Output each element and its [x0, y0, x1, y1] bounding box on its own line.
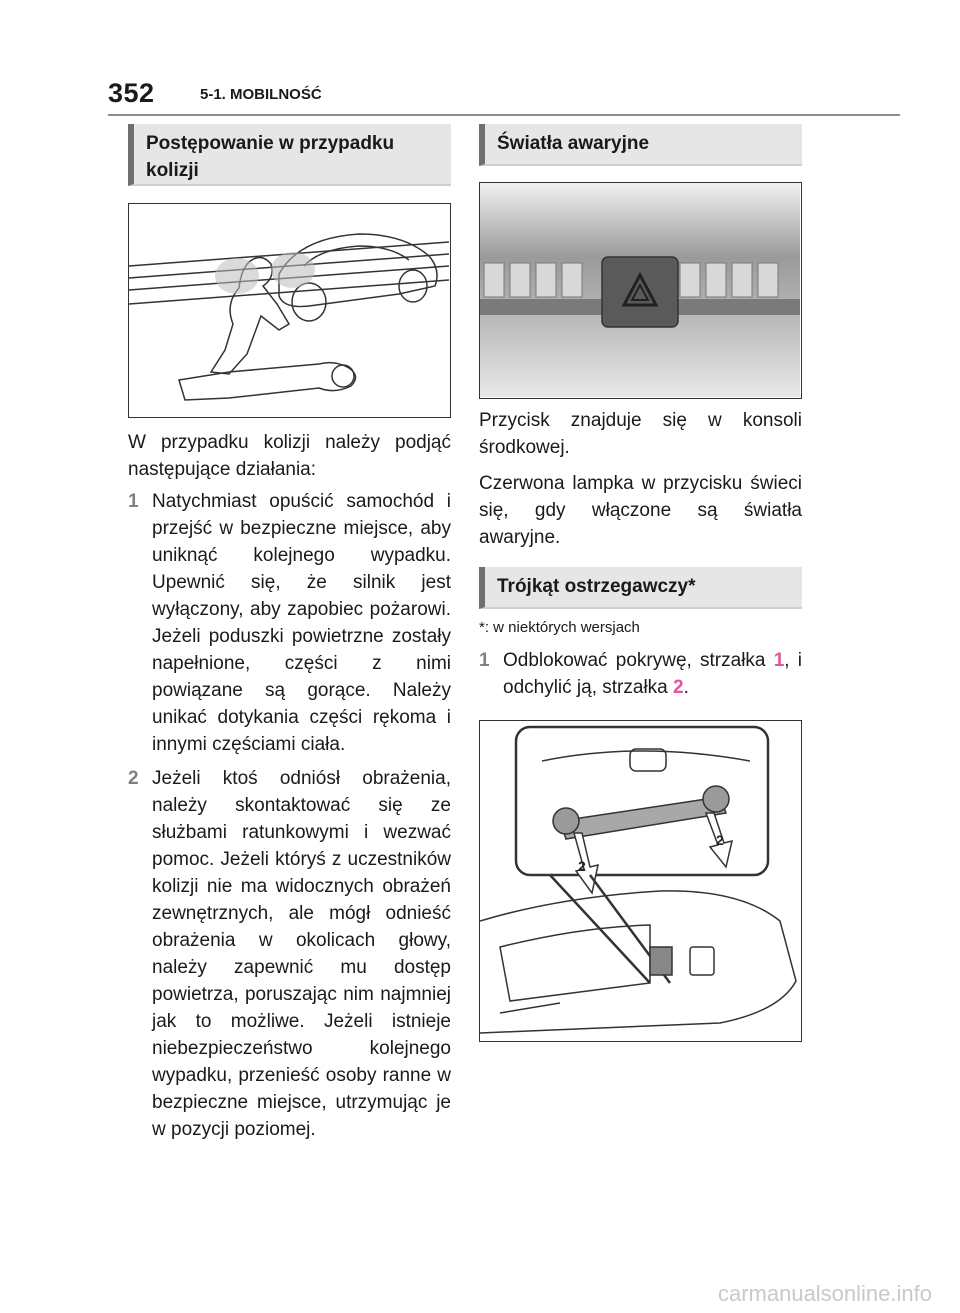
- step-number: 2: [128, 768, 139, 789]
- trunk-label-2-right: 2: [716, 832, 724, 848]
- collision-heading: Postępowanie w przypadku kolizji: [128, 124, 451, 186]
- footnote: *: w niektórych wersjach: [479, 619, 640, 636]
- step-text-b: , i odchylić ją, strzałka: [503, 650, 802, 698]
- hazard-heading: Światła awaryjne: [479, 124, 802, 166]
- collision-step: [128, 488, 451, 758]
- arrow-ref-2: 2: [673, 677, 684, 698]
- collision-steps: [128, 488, 451, 1143]
- section-title: 5-1. MOBILNOŚĆ: [200, 86, 322, 103]
- step-number: 1: [479, 650, 490, 671]
- step-text-c: .: [683, 677, 689, 698]
- step-number: 1: [128, 491, 139, 512]
- trunk-illustration: [479, 720, 802, 1042]
- triangle-heading: Trójkąt ostrzegawczy*: [479, 567, 802, 609]
- victim: [179, 363, 356, 400]
- step-text: Jeżeli ktoś odniósł obrażenia, należy skontaktować się ze służbami ratunkowymi i wezwać pomoc. Jeżeli któryś z uczestników kolizji nie ma widocznych obrażeń zewnętrznych, ale mógł odnieść obrażenia w okolicach głowy, należy zapewnić mu dostęp powietrza, poruszając nim najmniej jak to możliwe. Jeżeli istnieje niebezpieczeństwo kolejnego wypadku, przenieść osoby ranne w bezpieczne miejsce, utrzymując je w pozycji poziomej.: [152, 768, 451, 1140]
- right-column: [479, 124, 802, 1042]
- page-number: 352: [108, 78, 155, 108]
- arrow-ref-1: 1: [773, 650, 785, 671]
- collision-illustration: [128, 203, 451, 418]
- left-column: [128, 124, 451, 1150]
- hazard-button-illustration: [479, 182, 802, 399]
- step-text: Natychmiast opuścić samochód i przejść w bezpieczne miejsce, aby uniknąć kolejnego wypadku. Upewnić się, że silnik jest wyłączony, aby zapobiec pożarowi. Jeżeli poduszki powietrzne zostały napełnione, części z nimi powiązane są gorące. Należy unikać dotykania części rękoma i innymi częściami ciała.: [152, 491, 451, 755]
- hazard-lamp-text: Czerwona lampka w przycisku świeci się, gdy włączone są światła awaryjne.: [479, 473, 802, 548]
- triangle-step: [479, 647, 802, 701]
- collision-step: [128, 765, 451, 1143]
- cover-panel: [560, 797, 726, 839]
- watermark: carmanualsonline.info: [717, 1281, 932, 1306]
- collision-intro: W przypadku kolizji należy podjąć następujące działania:: [128, 432, 451, 480]
- step-text-a: Odblokować pokrywę, strzałka: [503, 650, 774, 671]
- trunk-label-2-left: 2: [578, 858, 586, 874]
- header-rule: [108, 114, 900, 116]
- hazard-location-text: Przycisk znajduje się w konsoli środkowej.: [479, 410, 802, 458]
- trunk-outline: [480, 891, 796, 1033]
